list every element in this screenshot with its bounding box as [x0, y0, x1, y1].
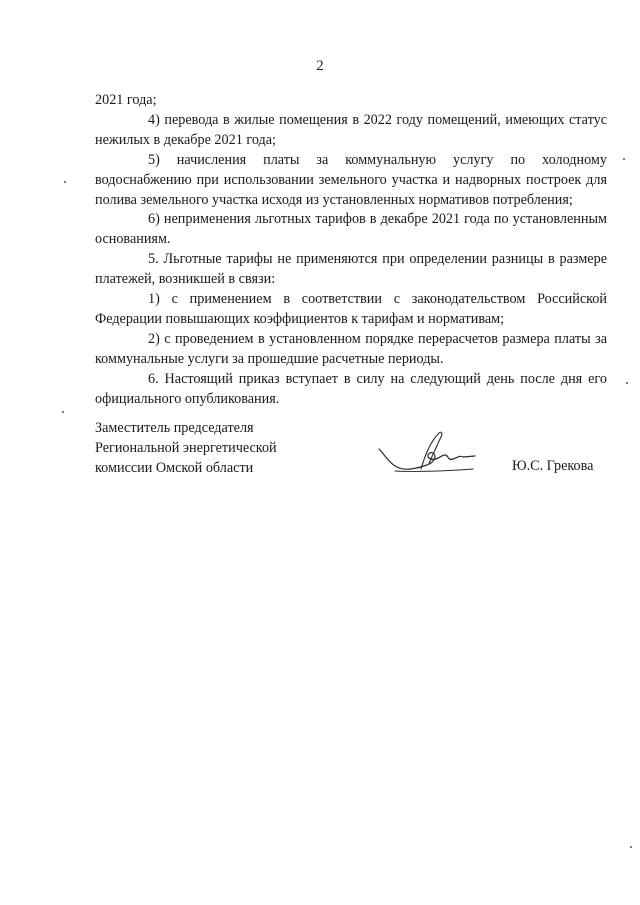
- signatory-title-line-3: комиссии Омской области: [95, 459, 254, 476]
- paragraph-item-5: 5) начисления платы за коммунальную услугу по холодному водоснабжению при использовании земельного участка и надворных построек для полива земельного участка исходя из установленных нормативов потребления;: [95, 151, 607, 208]
- paragraph-clause-5: 5. Льготные тарифы не применяются при определении разницы в размере платежей, возникшей в связи:: [95, 251, 607, 288]
- scan-speck: [64, 181, 66, 183]
- paragraph-item-4: 4) перевода в жилые помещения в 2022 году помещений, имеющих статус нежилых в декабре 2021 года;: [95, 111, 607, 148]
- scan-speck: [626, 382, 628, 384]
- signatory-name: Ю.С. Грекова: [512, 458, 594, 474]
- handwritten-signature-icon: [375, 425, 485, 475]
- paragraph-item-6: 6) неприменения льготных тарифов в декабре 2021 года по установленным основаниям.: [95, 211, 607, 248]
- scan-speck: [630, 846, 632, 848]
- paragraph-subitem-1: 1) с применением в соответствии с законодательством Российской Федерации повышающих коэффициентов к тарифам и нормативам;: [95, 291, 607, 327]
- scan-speck: [623, 158, 625, 160]
- signatory-title-line-2: Региональной энергетической: [95, 439, 277, 456]
- paragraph-subitem-2: 2) с проведением в установленном порядке перерасчетов размера платы за коммунальные услуги за прошедшие расчетные периоды.: [95, 330, 607, 367]
- signature-block: [95, 419, 615, 479]
- paragraph-continuation: 2021 года;: [95, 92, 157, 108]
- scan-speck: [62, 411, 64, 413]
- document-body: [95, 91, 607, 410]
- paragraph-clause-6: 6. Настоящий приказ вступает в силу на следующий день после дня его официального опубликования.: [95, 370, 607, 407]
- signatory-title-line-1: Заместитель председателя: [95, 420, 254, 436]
- page-number: 2: [316, 58, 324, 74]
